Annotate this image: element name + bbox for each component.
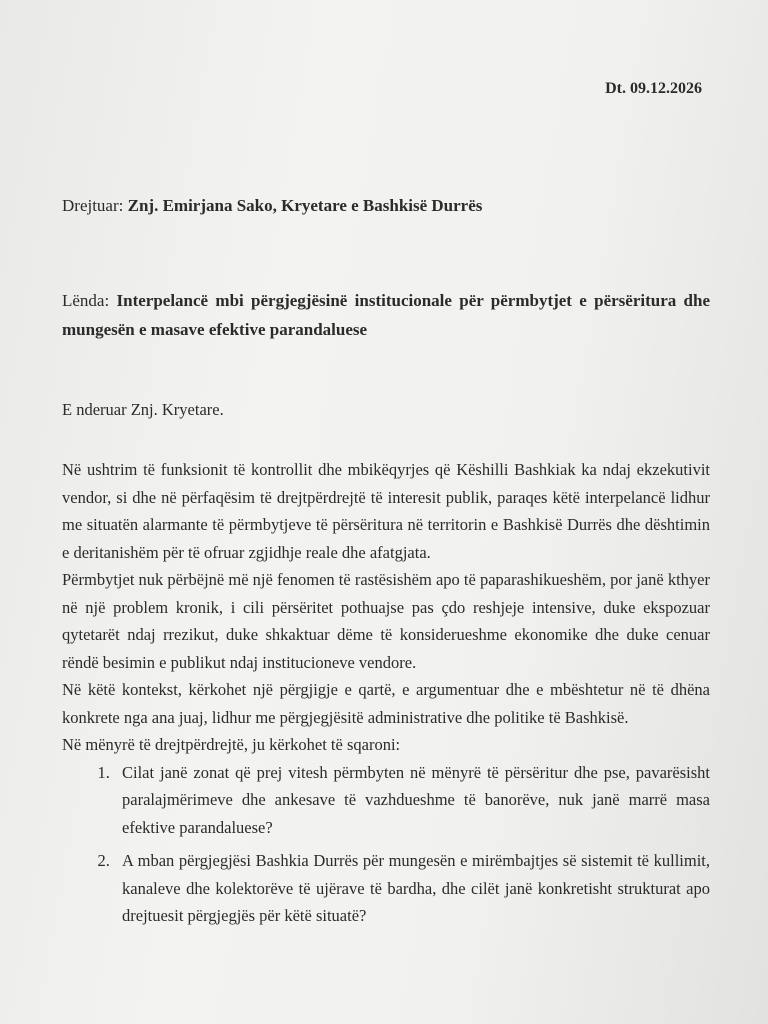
addressee-label: Drejtuar: [62,196,124,215]
question-list [62,759,710,930]
document-date: Dt. 09.12.2026 [605,80,702,97]
question-item: 1. Cilat janë zonat që prej vitesh përmbyten në mënyrë të përsëritur dhe pse, pavarësisht paralajmërimeve dhe ankesave të vazhdueshme të banorëve, nuk janë marrë masa efektive parandaluese? [114,759,710,842]
question-item: 2. A mban përgjegjësi Bashkia Durrës për mungesën e mirëmbajtjes së sistemit të kullimit, kanaleve dhe kolektorëve të ujërave të bardha, dhe cilët janë konkretisht strukturat apo drejtuesit përgjegjës për këtë situatë? [114,847,710,930]
subject-text: Interpelancë mbi përgjegjësinë institucionale për përmbytjet e përsëritura dhe mungesën e masave efektive parandaluese [62,291,711,339]
addressee-name: Znj. Emirjana Sako, Kryetare e Bashkisë Durrës [127,196,483,215]
body-paragraph: Në këtë kontekst, kërkohet një përgjigje e qartë, e argumentuar dhe e mbështetur në të dhëna konkrete nga ana juaj, lidhur me përgjegjësitë administrative dhe politike të Bashkisë. [62,680,710,727]
body-paragraph: Në ushtrim të funksionit të kontrollit dhe mbikëqyrjes që Këshilli Bashkiak ka ndaj ekzekutivit vendor, si dhe në përfaqësim të drejtpërdrejtë të interesit publik, paraqes këtë interpelancë lidhur me situatën alarmante të përmbytjeve të përsëritura në territorin e Bashkisë Durrës dhe dështimin e deritanishëm për të ofruar zgjidhje reale dhe afatgjata. [62,460,710,562]
subject-line [62,286,710,344]
salutation: E nderuar Znj. Kryetare. [62,400,224,419]
addressee-line [62,196,482,216]
subject-label: Lënda: [62,291,110,310]
body-paragraph: Në mënyrë të drejtpërdrejtë, ju kërkohet të sqaroni: [62,735,401,754]
letter-body [62,456,710,936]
body-paragraph: Përmbytjet nuk përbëjnë më një fenomen të rastësishëm apo të paparashikueshëm, por janë kthyer në një problem kronik, i cili përsëritet pothuajse pas çdo reshjeje intensive, duke ekspozuar qytetarët ndaj rrezikut, duke shkaktuar dëme të konsiderueshme ekonomike dhe duke cenuar rëndë besimin e publikut ndaj institucioneve vendore. [62,570,710,672]
